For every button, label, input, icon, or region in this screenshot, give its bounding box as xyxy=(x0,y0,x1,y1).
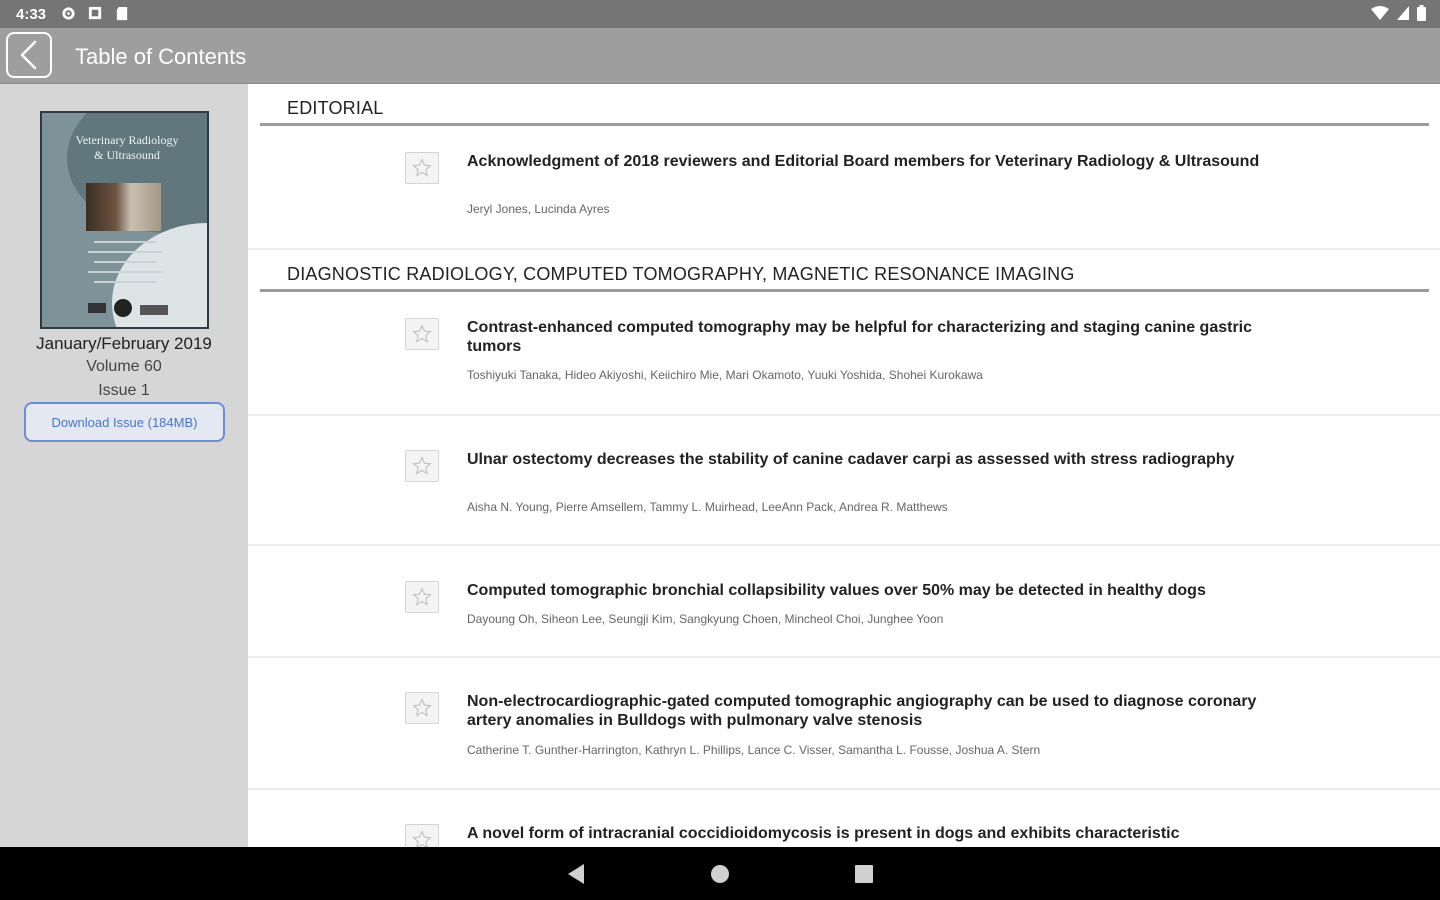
favorite-button[interactable] xyxy=(405,581,439,613)
article-authors: Toshiyuki Tanaka, Hideo Akiyoshi, Keiichiro Mie, Mari Okamoto, Yuuki Yoshida, Shohei Kurokawa xyxy=(467,368,983,382)
battery-icon xyxy=(1417,5,1426,21)
app-toolbar xyxy=(0,28,1440,84)
favorite-button[interactable] xyxy=(405,450,439,482)
status-bar xyxy=(0,0,1440,28)
article-title[interactable]: Computed tomographic bronchial collapsibility values over 50% may be detected in healthy dogs xyxy=(467,582,1206,599)
star-icon xyxy=(412,698,432,718)
nav-home-button[interactable] xyxy=(707,861,733,887)
cover-title: Veterinary Radiology & Ultrasound xyxy=(75,133,179,162)
system-nav-bar xyxy=(0,847,1440,900)
star-icon xyxy=(412,830,432,847)
wifi-icon xyxy=(1371,6,1389,21)
star-icon xyxy=(412,587,432,607)
article-authors: Catherine T. Gunther-Harrington, Kathryn L. Phillips, Lance C. Visser, Samantha L. Fousse, Joshua A. Stern xyxy=(467,743,1041,757)
article-title[interactable]: Acknowledgment of 2018 reviewers and Editorial Board members for Veterinary Radiology & Ultrasound xyxy=(467,153,1260,170)
article-row[interactable] xyxy=(248,294,1440,416)
favorite-button[interactable] xyxy=(405,692,439,724)
article-title[interactable]: Non-electrocardiographic-gated computed tomographic angiography can be used to diagnose coronary artery anomalies in Bulldogs with pulmonary valve stenosis xyxy=(467,693,1257,729)
issue-sidebar xyxy=(0,84,248,847)
table-of-contents-list[interactable] xyxy=(248,84,1440,847)
section-header: EDITORIAL xyxy=(260,84,1429,126)
article-title[interactable]: A novel form of intracranial coccidioidomycosis is present in dogs and exhibits characteristic xyxy=(467,825,1180,842)
nav-back-button[interactable] xyxy=(563,861,589,887)
section-header: DIAGNOSTIC RADIOLOGY, COMPUTED TOMOGRAPHY, MAGNETIC RESONANCE IMAGING xyxy=(260,250,1429,292)
article-row[interactable] xyxy=(248,416,1440,546)
issue-date: January/February 2019 xyxy=(36,334,212,353)
article-title[interactable]: Contrast-enhanced computed tomography may be helpful for characterizing and staging canine gastric tumors xyxy=(467,319,1253,355)
article-authors: Aisha N. Young, Pierre Amsellem, Tammy L. Muirhead, LeeAnn Pack, Andrea R. Matthews xyxy=(467,500,948,514)
status-right-icons xyxy=(1371,5,1426,21)
issue-cover-image[interactable] xyxy=(40,111,209,329)
article-row[interactable] xyxy=(248,128,1440,250)
square-icon xyxy=(88,6,103,21)
article-authors: Jeryl Jones, Lucinda Ayres xyxy=(467,202,610,216)
recents-square-icon xyxy=(854,864,874,884)
favorite-button[interactable] xyxy=(405,318,439,350)
sd-card-icon xyxy=(115,6,130,21)
issue-number: Issue 1 xyxy=(98,382,150,399)
gear-icon xyxy=(61,6,76,21)
back-button[interactable] xyxy=(6,32,52,78)
nav-recents-button[interactable] xyxy=(851,861,877,887)
article-title[interactable]: Ulnar ostectomy decreases the stability of canine cadaver carpi as assessed with stress radiography xyxy=(467,451,1235,468)
signal-icon xyxy=(1397,6,1409,20)
status-time: 4:33 xyxy=(16,6,47,23)
star-icon xyxy=(412,456,432,476)
article-row[interactable] xyxy=(248,790,1440,847)
page-title: Table of Contents xyxy=(75,44,247,69)
article-row[interactable] xyxy=(248,546,1440,658)
chevron-left-icon xyxy=(17,40,41,70)
article-authors: Dayoung Oh, Siheon Lee, Seungji Kim, Sangkyung Choen, Mincheol Choi, Junghee Yoon xyxy=(467,612,944,626)
favorite-button[interactable] xyxy=(405,152,439,184)
favorite-button[interactable] xyxy=(405,824,439,847)
star-icon xyxy=(412,158,432,178)
back-triangle-icon xyxy=(566,863,586,885)
issue-volume: Volume 60 xyxy=(86,358,162,375)
download-issue-button[interactable]: Download Issue (184MB) xyxy=(24,402,225,442)
home-circle-icon xyxy=(710,864,730,884)
cover-photo xyxy=(86,183,161,231)
article-row[interactable] xyxy=(248,658,1440,790)
star-icon xyxy=(412,324,432,344)
